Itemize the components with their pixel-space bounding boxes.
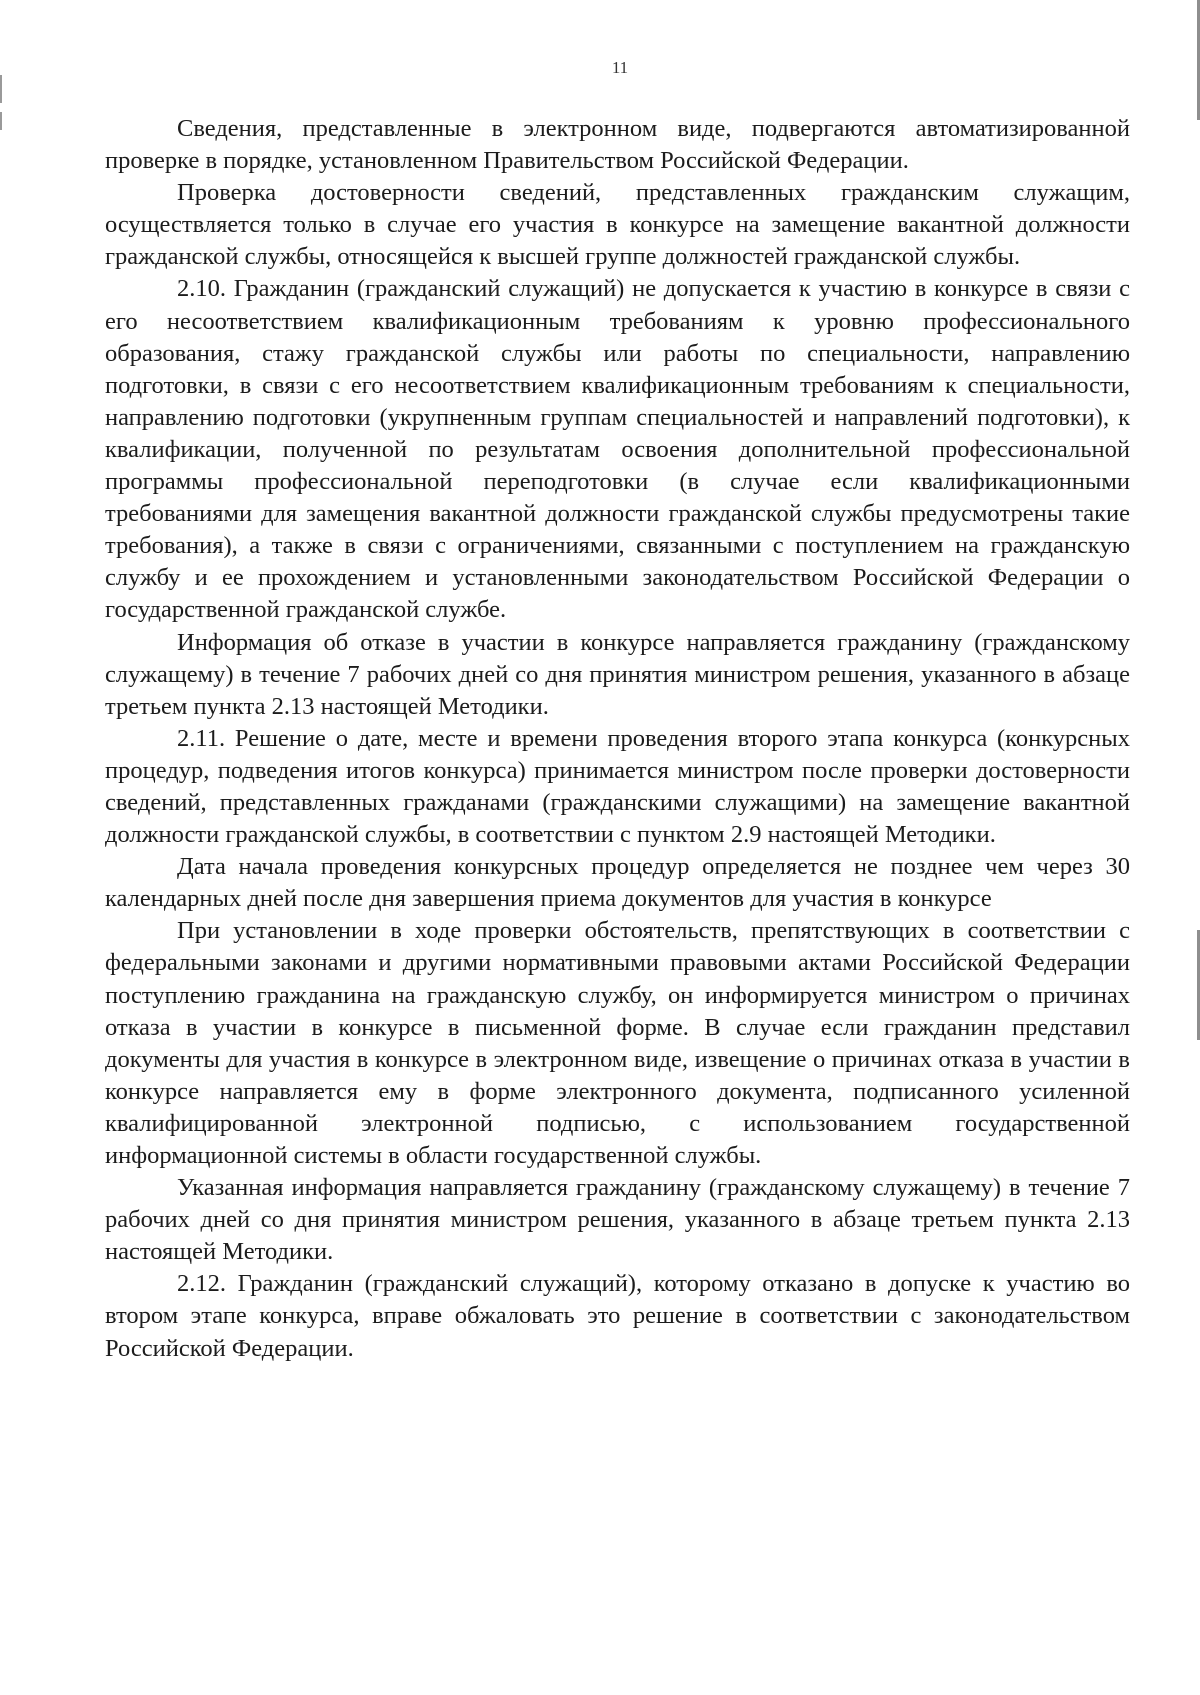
paragraph: Указанная информация направляется гражданину (гражданскому служащему) в течение 7 рабочих дней со дня принятия министром решения, указанного в абзаце третьем пункта 2.13 настоящей Методики. [105, 1174, 1130, 1266]
paragraph: 2.10. Гражданин (гражданский служащий) не допускается к участию в конкурсе в связи с его несоответствием квалификационным требованиям к уровню профессионального образования, стажу гражданской службы или работы по специальности, направлению подготовки, в связи с его несоответствием квалификационным требованиям к специальности, направлению подготовки (укрупненным группам специальностей и направлений подготовки), к квалификации, полученной по результатам освоения дополнительной профессиональной программы профессиональной переподготовки (в случае если квалификационными требованиями для замещения вакантной должности гражданской службы предусмотрены такие требования), а также в связи с ограничениями, связанными с поступлением на гражданскую службу и ее прохождением и установленными законодательством Российской Федерации о государственной гражданской службе. [105, 275, 1130, 624]
document-body [105, 113, 1130, 1365]
scan-edge-artifact [0, 75, 2, 103]
paragraph: При установлении в ходе проверки обстоятельств, препятствующих в соответствии с федеральными законами и другими нормативными правовыми актами Российской Федерации поступлению гражданина на гражданскую службу, он информируется министром о причинах отказа в участии в конкурсе в письменной форме. В случае если гражданин представил документы для участия в конкурсе в электронном виде, извещение о причинах отказа в участии в конкурсе направляется ему в форме электронного документа, подписанного усиленной квалифицированной электронной подписью, с использованием государственной информационной системы в области государственной службы. [105, 917, 1130, 1169]
paragraph: Дата начала проведения конкурсных процедур определяется не позднее чем через 30 календарных дней после дня завершения приема документов для участия в конкурсе [105, 853, 1130, 913]
paragraph: 2.12. Гражданин (гражданский служащий), которому отказано в допуске к участию во втором этапе конкурса, вправе обжаловать это решение в соответствии с законодательством Российской Федерации. [105, 1270, 1130, 1362]
paragraph: 2.11. Решение о дате, месте и времени проведения второго этапа конкурса (конкурсных процедур, подведения итогов конкурса) принимается министром после проверки достоверности сведений, представленных гражданами (гражданскими служащими) на замещение вакантной должности гражданской службы, в соответствии с пунктом 2.9 настоящей Методики. [105, 724, 1130, 849]
paragraph: Проверка достоверности сведений, представленных гражданским служащим, осуществляется только в случае его участия в конкурсе на замещение вакантной должности гражданской службы, относящейся к высшей группе должностей гражданской службы. [105, 179, 1130, 271]
page-number: 11 [611, 58, 629, 77]
paragraph: Информация об отказе в участии в конкурсе направляется гражданину (гражданскому служащему) в течение 7 рабочих дней со дня принятия министром решения, указанного в абзаце третьем пункта 2.13 настоящей Методики. [105, 628, 1130, 720]
paragraph: Сведения, представленные в электронном виде, подвергаются автоматизированной проверке в порядке, установленном Правительством Российской Федерации. [105, 115, 1130, 175]
scan-edge-artifact [0, 112, 2, 130]
